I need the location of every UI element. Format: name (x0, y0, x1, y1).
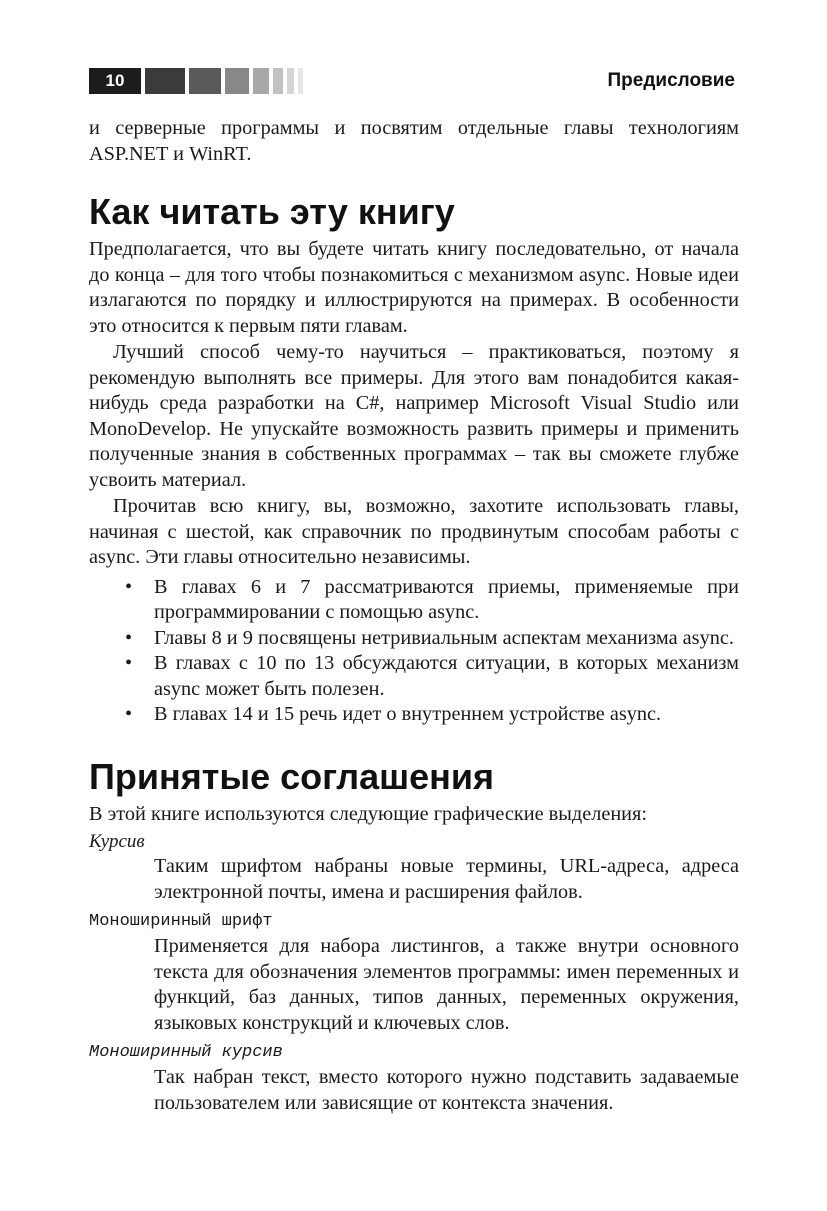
paragraph-3: Прочитав всю книгу, вы, возможно, захотите использовать главы, начиная с шестой, как справочник по продвинутым способам работы с async. Эти главы относительно независимы. (89, 495, 739, 568)
header-bar-5 (273, 68, 283, 94)
section-title-how-to-read: Как читать эту книгу (89, 191, 455, 232)
intro-paragraph: и серверные программы и посвятим отдельные главы технологиям ASP.NET и WinRT. (89, 117, 739, 165)
convention-term-monospace-italic: Моноширинный курсив (89, 1043, 283, 1062)
paragraph-2: Лучший способ чему-то научиться – практиковаться, поэтому я рекомендую выполнять все примеры. Для этого вам понадобится какая-нибудь среда разработки на C#, например Microsoft Visual Studio или MonoDevelop. Не упускайте возможность развить примеры и применить полученные знания в собственных программах – так вы сможете глубже усвоить материал. (89, 341, 739, 491)
convention-term-monospace: Моноширинный шрифт (89, 912, 273, 931)
bullet-icon: • (125, 575, 133, 598)
bullet-icon: • (125, 703, 133, 725)
header-bar-7 (298, 68, 303, 94)
bullet-icon: • (125, 652, 133, 674)
convention-definition-italic: Таким шрифтом набраны новые термины, URL-адреса, адреса электронной почты, имена и расширения файлов. (154, 855, 739, 903)
bullet-icon: • (125, 626, 133, 649)
page-header (89, 68, 735, 94)
list-item-text: Главы 8 и 9 посвящены нетривиальным аспектам механизма async. (154, 626, 734, 649)
header-bar-6 (287, 68, 294, 94)
list-item-text: В главах 6 и 7 рассматриваются приемы, применяемые при программировании с помощью async. (154, 575, 739, 623)
paragraph-1: Предполагается, что вы будете читать книгу последовательно, от начала до конца – для того чтобы познакомиться с механизмом async. Новые идеи излагаются по порядку и иллюстрируются на примерах. В особенности это относится к первым пяти главам. (89, 238, 739, 337)
chapter-title: Предисловие (607, 70, 735, 91)
header-bar-1 (145, 68, 185, 94)
header-bar-3 (225, 68, 249, 94)
convention-term-italic: Курсив (89, 831, 145, 852)
list-item-text: В главах 14 и 15 речь идет о внутреннем устройстве async. (154, 703, 662, 725)
chapter-list (89, 575, 739, 728)
list-item-text: В главах с 10 по 13 обсуждаются ситуации, в которых механизм async может быть полезен. (154, 652, 739, 700)
header-bar-2 (189, 68, 221, 94)
convention-definition-monospace: Применяется для набора листингов, а также внутри основного текста для обозначения элементов программы: имен переменных и функций, баз данных, типов данных, переменных окружения, языковых конструкций и ключевых слов. (154, 935, 739, 1034)
list-item (89, 575, 739, 626)
list-item (89, 651, 739, 702)
page-content (89, 116, 739, 1120)
page-number: 10 (89, 68, 141, 94)
header-bar-4 (253, 68, 269, 94)
convention-definition-monospace-italic: Так набран текст, вместо которого нужно подставить задаваемые пользователем или зависящие от контекста значения. (154, 1066, 739, 1114)
list-item (89, 626, 739, 652)
section-title-conventions: Принятые соглашения (89, 755, 495, 797)
list-item (89, 702, 739, 728)
conventions-intro: В этой книге используются следующие графические выделения: (89, 802, 647, 825)
